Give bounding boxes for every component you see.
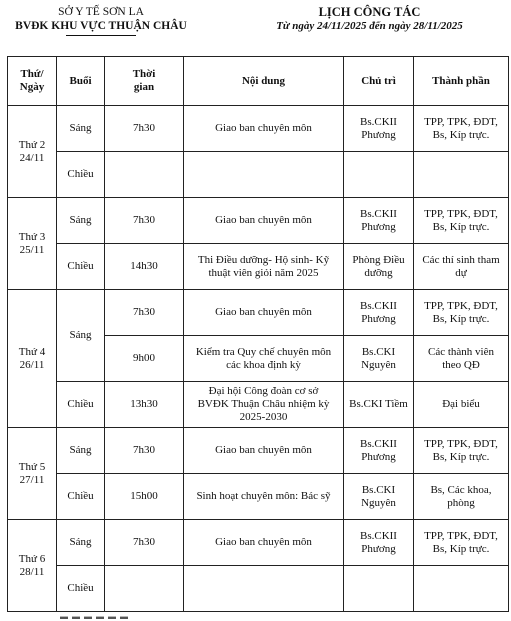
table-row: [8, 152, 509, 198]
content-cell: Thi Điều dưỡng- Hộ sinh- Kỹ thuật viên giỏi năm 2025: [184, 244, 344, 290]
table-row: [8, 382, 509, 428]
footer-scan-artifact: ▬ ▬ ▬ ▬ ▬ ▬: [60, 612, 129, 621]
chair-cell: Bs.CKII Phương: [344, 428, 414, 474]
document-title-block: [232, 5, 507, 33]
org-parent-name: SỞ Y TẾ SƠN LA: [58, 6, 144, 18]
members-cell: [414, 566, 509, 612]
chair-cell: Bs.CKII Phương: [344, 198, 414, 244]
day-cell: Thứ 5 27/11: [8, 428, 57, 520]
session-cell: Chiều: [57, 152, 105, 198]
time-cell: [105, 566, 184, 612]
members-cell: Đại biểu: [414, 382, 509, 428]
chair-cell: Bs.CKII Phương: [344, 290, 414, 336]
table-row: [8, 244, 509, 290]
session-cell: Chiều: [57, 566, 105, 612]
schedule-table: [7, 56, 509, 612]
col-header-session: Buổi: [57, 57, 105, 106]
chair-cell: Bs.CKI Nguyên: [344, 474, 414, 520]
session-cell: Sáng: [57, 520, 105, 566]
content-cell: Giao ban chuyên môn: [184, 106, 344, 152]
content-cell: [184, 152, 344, 198]
table-row: [8, 198, 509, 244]
session-cell: Sáng: [57, 428, 105, 474]
members-cell: Bs, Các khoa, phòng: [414, 474, 509, 520]
org-name: BVĐK KHU VỰC THUẬN CHÂU: [15, 20, 187, 32]
chair-cell: Bs.CKII Phương: [344, 520, 414, 566]
members-cell: Các thành viên theo QĐ: [414, 336, 509, 382]
session-cell: Sáng: [57, 290, 105, 382]
header-underline: [66, 35, 136, 36]
session-cell: Sáng: [57, 106, 105, 152]
org-header: [6, 5, 196, 36]
document-title: LỊCH CÔNG TÁC: [318, 5, 421, 19]
chair-cell: [344, 566, 414, 612]
session-cell: Chiều: [57, 474, 105, 520]
content-cell: Kiểm tra Quy chế chuyên môn các khoa định kỳ: [184, 336, 344, 382]
session-cell: Chiều: [57, 382, 105, 428]
day-cell: Thứ 4 26/11: [8, 290, 57, 428]
chair-cell: Phòng Điều dưỡng: [344, 244, 414, 290]
time-cell: 13h30: [105, 382, 184, 428]
table-row: [8, 474, 509, 520]
date-range: Từ ngày 24/11/2025 đến ngày 28/11/2025: [276, 20, 463, 32]
members-cell: Các thí sinh tham dự: [414, 244, 509, 290]
col-header-content: Nội dung: [184, 57, 344, 106]
members-cell: TPP, TPK, ĐDT, Bs, Kíp trực.: [414, 106, 509, 152]
chair-cell: Bs.CKI Tiềm: [344, 382, 414, 428]
table-row: [8, 520, 509, 566]
content-cell: [184, 566, 344, 612]
time-cell: 9h00: [105, 336, 184, 382]
table-row: [8, 428, 509, 474]
time-cell: 14h30: [105, 244, 184, 290]
table-header-row: [8, 57, 509, 106]
time-cell: 7h30: [105, 428, 184, 474]
col-header-day: Thứ/ Ngày: [8, 57, 57, 106]
members-cell: TPP, TPK, ĐDT, Bs, Kíp trực.: [414, 290, 509, 336]
time-cell: 7h30: [105, 290, 184, 336]
members-cell: [414, 152, 509, 198]
chair-cell: [344, 152, 414, 198]
table-row: [8, 566, 509, 612]
time-cell: [105, 152, 184, 198]
time-cell: 7h30: [105, 520, 184, 566]
content-cell: Giao ban chuyên môn: [184, 198, 344, 244]
day-cell: Thứ 6 28/11: [8, 520, 57, 612]
table-row: [8, 290, 509, 336]
content-cell: Đại hội Công đoàn cơ sở BVĐK Thuận Châu nhiệm kỳ 2025-2030: [184, 382, 344, 428]
content-cell: Giao ban chuyên môn: [184, 520, 344, 566]
content-cell: Sinh hoạt chuyên môn: Bác sỹ: [184, 474, 344, 520]
col-header-members: Thành phần: [414, 57, 509, 106]
chair-cell: Bs.CKII Phương: [344, 106, 414, 152]
time-cell: 7h30: [105, 106, 184, 152]
members-cell: TPP, TPK, ĐDT, Bs, Kíp trực.: [414, 520, 509, 566]
time-cell: 15h00: [105, 474, 184, 520]
day-cell: Thứ 3 25/11: [8, 198, 57, 290]
col-header-time: Thời gian: [105, 57, 184, 106]
chair-cell: Bs.CKI Nguyên: [344, 336, 414, 382]
members-cell: TPP, TPK, ĐDT, Bs, Kíp trực.: [414, 198, 509, 244]
content-cell: Giao ban chuyên môn: [184, 290, 344, 336]
day-cell: Thứ 2 24/11: [8, 106, 57, 198]
content-cell: Giao ban chuyên môn: [184, 428, 344, 474]
time-cell: 7h30: [105, 198, 184, 244]
table-row: [8, 106, 509, 152]
session-cell: Chiều: [57, 244, 105, 290]
members-cell: TPP, TPK, ĐDT, Bs, Kíp trực.: [414, 428, 509, 474]
col-header-chair: Chủ trì: [344, 57, 414, 106]
session-cell: Sáng: [57, 198, 105, 244]
